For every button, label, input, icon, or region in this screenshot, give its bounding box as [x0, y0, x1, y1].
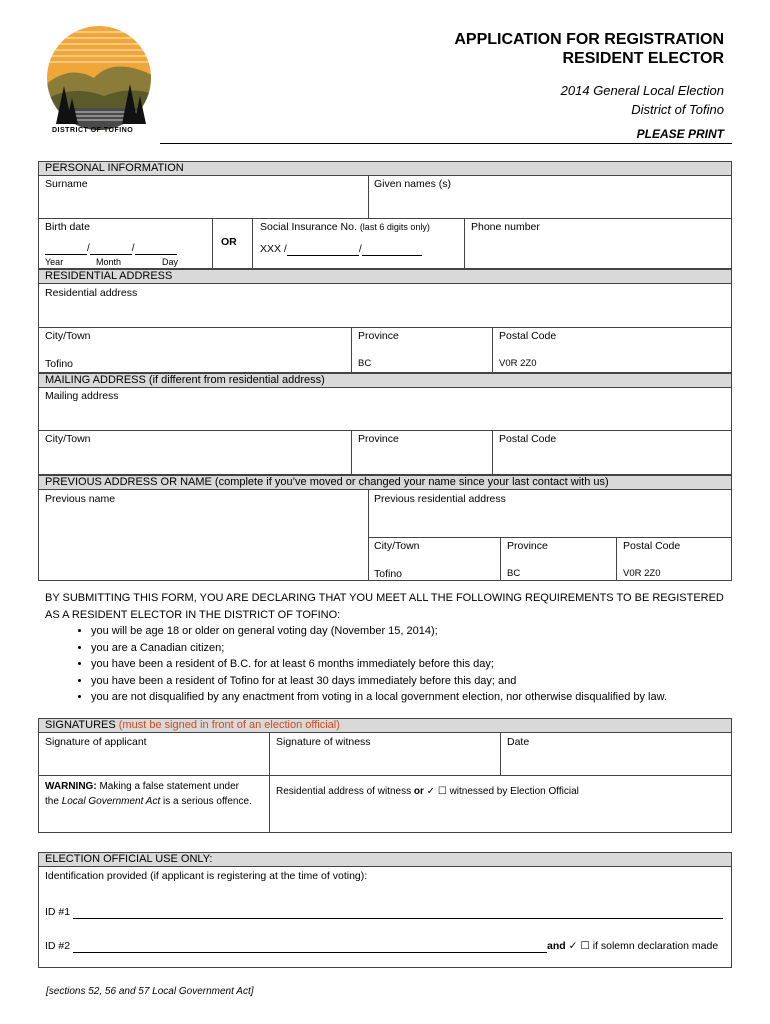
- mailing-province-field[interactable]: Province: [358, 433, 399, 445]
- false-statement-warning: WARNING: Making a false statement under the Local Government Act is a serious offence.: [45, 781, 252, 807]
- form-title: [454, 30, 724, 68]
- title-line-1: APPLICATION FOR REGISTRATION: [454, 31, 724, 48]
- previous-name-field[interactable]: Previous name: [45, 493, 116, 505]
- birth-date-blank[interactable]: / /: [45, 243, 177, 255]
- form-subtitle: [561, 81, 724, 119]
- birth-month-label: Month: [96, 257, 122, 267]
- section-mailing-address: MAILING ADDRESS (if different from residential address): [38, 373, 732, 388]
- requirement-item: • you have been a resident of B.C. for at least 6 months immediately before this day;: [91, 656, 725, 673]
- previous-city-label: City/Town: [374, 540, 420, 552]
- id2-field[interactable]: ID #2 and ✓ ☐ if solemn declaration made: [45, 940, 719, 952]
- signatures-note: (must be signed in front of an election official): [118, 719, 340, 731]
- previous-city-value[interactable]: Tofino: [374, 568, 403, 580]
- mailing-address-field[interactable]: Mailing address: [45, 390, 119, 402]
- residential-postal-value[interactable]: V0R 2Z0: [499, 358, 537, 369]
- previous-postal-value[interactable]: V0R 2Z0: [623, 568, 661, 579]
- birth-day-label: Day: [162, 257, 179, 267]
- residential-address-field[interactable]: Residential address: [45, 287, 138, 299]
- previous-province-label: Province: [507, 540, 548, 552]
- birth-year-label: Year: [45, 257, 64, 267]
- residential-address-box: [38, 283, 732, 373]
- section-personal-information: PERSONAL INFORMATION: [38, 161, 732, 176]
- requirement-item: • you are not disqualified by any enactment from voting in a local government election, nor otherwise disqualified by law.: [91, 689, 725, 706]
- phone-number-field[interactable]: Phone number: [471, 221, 540, 233]
- please-print-note: PLEASE PRINT: [636, 127, 724, 141]
- residential-province-label: Province: [358, 330, 399, 342]
- header-divider: [160, 143, 732, 144]
- requirements-list: [45, 623, 725, 706]
- sin-blank[interactable]: XXX / /: [260, 243, 422, 256]
- subtitle-line-2: District of Tofino: [631, 102, 724, 117]
- witness-signature-field[interactable]: Signature of witness: [276, 736, 371, 748]
- requirement-item: • you are a Canadian citizen;: [91, 640, 725, 657]
- signature-date-field[interactable]: Date: [507, 736, 530, 748]
- section-signatures: SIGNATURES (must be signed in front of an election official): [38, 718, 732, 733]
- or-label: OR: [221, 236, 237, 248]
- legal-reference-footer: [sections 52, 56 and 57 Local Government Act]: [46, 986, 254, 997]
- previous-province-value[interactable]: BC: [507, 568, 521, 579]
- residential-province-value[interactable]: BC: [358, 358, 372, 369]
- title-line-2: RESIDENT ELECTOR: [562, 50, 724, 67]
- surname-field[interactable]: Surname: [45, 178, 88, 190]
- checkbox-solemn-declaration[interactable]: ☐: [580, 940, 590, 952]
- declaration-block: [45, 590, 725, 706]
- residential-city-label: City/Town: [45, 330, 91, 342]
- applicant-signature-field[interactable]: Signature of applicant: [45, 736, 147, 748]
- id1-field[interactable]: ID #1: [45, 906, 723, 919]
- section-residential-address: RESIDENTIAL ADDRESS: [38, 269, 732, 284]
- checkmark-icon: ✓: [426, 786, 436, 797]
- birth-date-field[interactable]: Birth date: [45, 221, 90, 233]
- section-previous-address: PREVIOUS ADDRESS OR NAME (complete if you’ve moved or changed your name since your last contact with us): [38, 475, 732, 490]
- requirement-item: • you have been a resident of Tofino for at least 30 days immediately before this day; and: [91, 673, 725, 690]
- checkbox-witnessed[interactable]: ☐: [437, 786, 447, 797]
- residential-postal-label: Postal Code: [499, 330, 557, 342]
- declaration-intro: BY SUBMITTING THIS FORM, YOU ARE DECLARING THAT YOU MEET ALL THE FOLLOWING REQUIREMENTS TO BE REGISTERED AS A RESIDENT ELECTOR IN THE DISTRICT OF TOFINO:: [45, 592, 724, 621]
- sin-field[interactable]: Social Insurance No. (last 6 digits only): [260, 221, 430, 233]
- residential-city-value[interactable]: Tofino: [45, 358, 74, 370]
- mailing-address-box: [38, 387, 732, 475]
- previous-address-field[interactable]: Previous residential address: [374, 493, 506, 505]
- given-names-field[interactable]: Given names (s): [374, 178, 452, 190]
- previous-postal-label: Postal Code: [623, 540, 681, 552]
- district-of-tofino-logo: [44, 26, 154, 138]
- mailing-city-field[interactable]: City/Town: [45, 433, 91, 445]
- witness-address-field[interactable]: Residential address of witness or ✓ ☐ witnessed by Election Official: [276, 786, 579, 797]
- logo-caption: DISTRICT OF TOFINO: [52, 127, 134, 134]
- checkmark-icon: ✓: [568, 940, 578, 952]
- section-election-official: ELECTION OFFICIAL USE ONLY:: [38, 852, 732, 867]
- id-provided-label: Identification provided (if applicant is registering at the time of voting):: [45, 870, 368, 882]
- subtitle-line-1: 2014 General Local Election: [560, 83, 724, 98]
- mailing-postal-field[interactable]: Postal Code: [499, 433, 557, 445]
- requirement-item: • you will be age 18 or older on general voting day (November 15, 2014);: [91, 623, 725, 640]
